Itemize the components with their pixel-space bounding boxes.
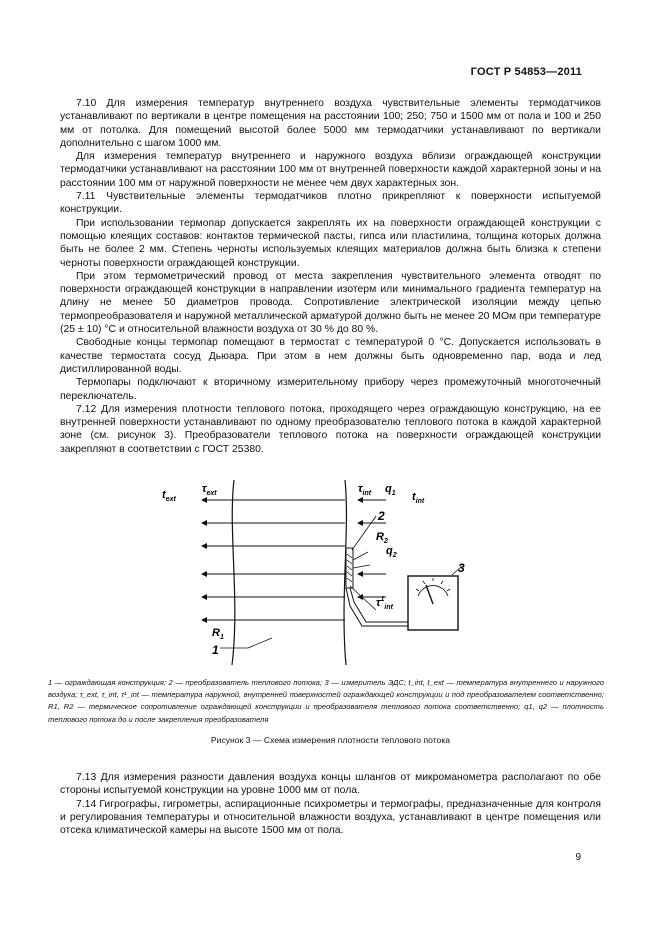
paragraph: 7.13 Для измерения разности давления воздуха концы шлангов от микроманометра располагают по обе стороны испытуемой конструкции на уровне 1000 мм от пола. [60,772,601,797]
paragraph: 7.11 Чувствительные элементы термодатчиков плотно прикрепляют к поверхности испытуемой конструкции. [60,191,601,216]
label-tau-int: $\tau_{int}$ [358,483,372,497]
paragraph: Свободные концы термопар помещают в термостат с температурой 0 °С. Допускается использовать в качестве термостата сосуд Дьюара. При этом в нем должны быть одновременно пар, вода и лед дистиллированной воды. [60,337,601,375]
figure-legend: 1 — ограждающая конструкция; 2 — преобразователь теплового потока; 3 — измеритель ЭДС; t_int, t_ext — температура внутреннего и наружного воздуха; τ_ext, τ_int, τ¹_int — температура наружной, внутренней поверхностей ограждающей конструкции и под преобразователем соответственно; R1, R2 — термическое сопротивление ограждающей конструкции и преобразователя теплового потока соответственно; q1, q2 — плотность теплового потока до и после закрепления преобразователя [48,678,604,724]
label-q2: $q_2$ [386,545,397,559]
label-tau1-int: $\tau^1_{int}$ [376,596,393,611]
document-header: ГОСТ Р 54853—2011 [470,66,582,78]
body-text-top [60,97,601,456]
figure-caption: Рисунок 3 — Схема измерения плотности теплового потока [210,735,451,745]
paragraph: При этом термометрический провод от места закрепления чувствительного элемента отводят по поверхности ограждающей конструкции в направлении изотерм или минимального градиента температур на длину не менее 50 диаметров провода. Сопротивление электрической изоляции между цепью термопреобразователя и наружной металлической арматурой должно быть не менее 20 МОм при температуре (25 ± 10) °С и относительной влажности воздуха от 30 % до 80 %. [60,270,601,336]
body-text-bottom [60,771,601,837]
paragraph: 7.10 Для измерения температур внутреннего воздуха чувствительные элементы термодатчиков устанавливают по вертикали в центре помещения на расстоянии 100; 250; 750 и 1500 мм от пола и 100 и 250 мм от потолка. Для помещений высотой более 5000 мм термодатчики устанавливают по вертикали дополнительно с шагом 1000 мм. [60,98,601,149]
paragraph: При использовании термопар допускается закреплять их на поверхности ограждающей конструкции с помощью клеящих составов: контактов термической пасты, гипса или пластилина, толщина которых должна быть не более 2 мм. Степень черноты используемых клеящих материалов должна быть близка к степени черноты поверхности ограждающей конструкции. [60,217,601,269]
label-tau-ext: $\tau_{ext}$ [202,483,217,497]
label-num-1: 1 [212,643,219,657]
heat-flux-arrows [202,500,386,620]
paragraph: 7.14 Гигрографы, гигрометры, аспирационные психрометры и термографы, предназначенные для контроля и регулирования температуры и относительной влажности воздуха, устанавливают в центре помещения или отсека климатической камеры на высоте 1500 мм от пола. [60,798,601,837]
heat-flux-measurement-diagram [140,470,540,670]
label-num-3: 3 [458,561,465,575]
label-num-2: 2 [378,509,385,523]
page-number: 9 [575,852,581,863]
label-t-int: $t_{int}$ [412,491,425,505]
label-r2: $R_2$ [376,531,388,545]
label-r1: $R_1$ [212,627,224,641]
label-t-ext: $t_{ext}$ [162,489,176,503]
paragraph: Термопары подключают к вторичному измерительному прибору через промежуточный многоточечный переключатель. [60,377,601,402]
label-q1: $q_1$ [385,483,396,497]
paragraph: Для измерения температур внутреннего и наружного воздуха вблизи ограждающей конструкции термодатчики устанавливают на расстоянии 100 мм от внутренней поверхности каждой характерной зоны и на расстоянии 100 мм от наружной поверхности не менее чем двух характерных зон. [60,151,601,189]
paragraph: 7.12 Для измерения плотности теплового потока, проходящего через ограждающую конструкцию, на ее внутренней поверхности устанавливают по одному преобразователю теплового потока в каждой характерной зоне (см. рисунок 3). Преобразователи теплового потока на поверхности ограждающей конструкции закрепляют в соответствии с ГОСТ 25380. [60,403,601,455]
wall-outer-surface [232,480,235,665]
